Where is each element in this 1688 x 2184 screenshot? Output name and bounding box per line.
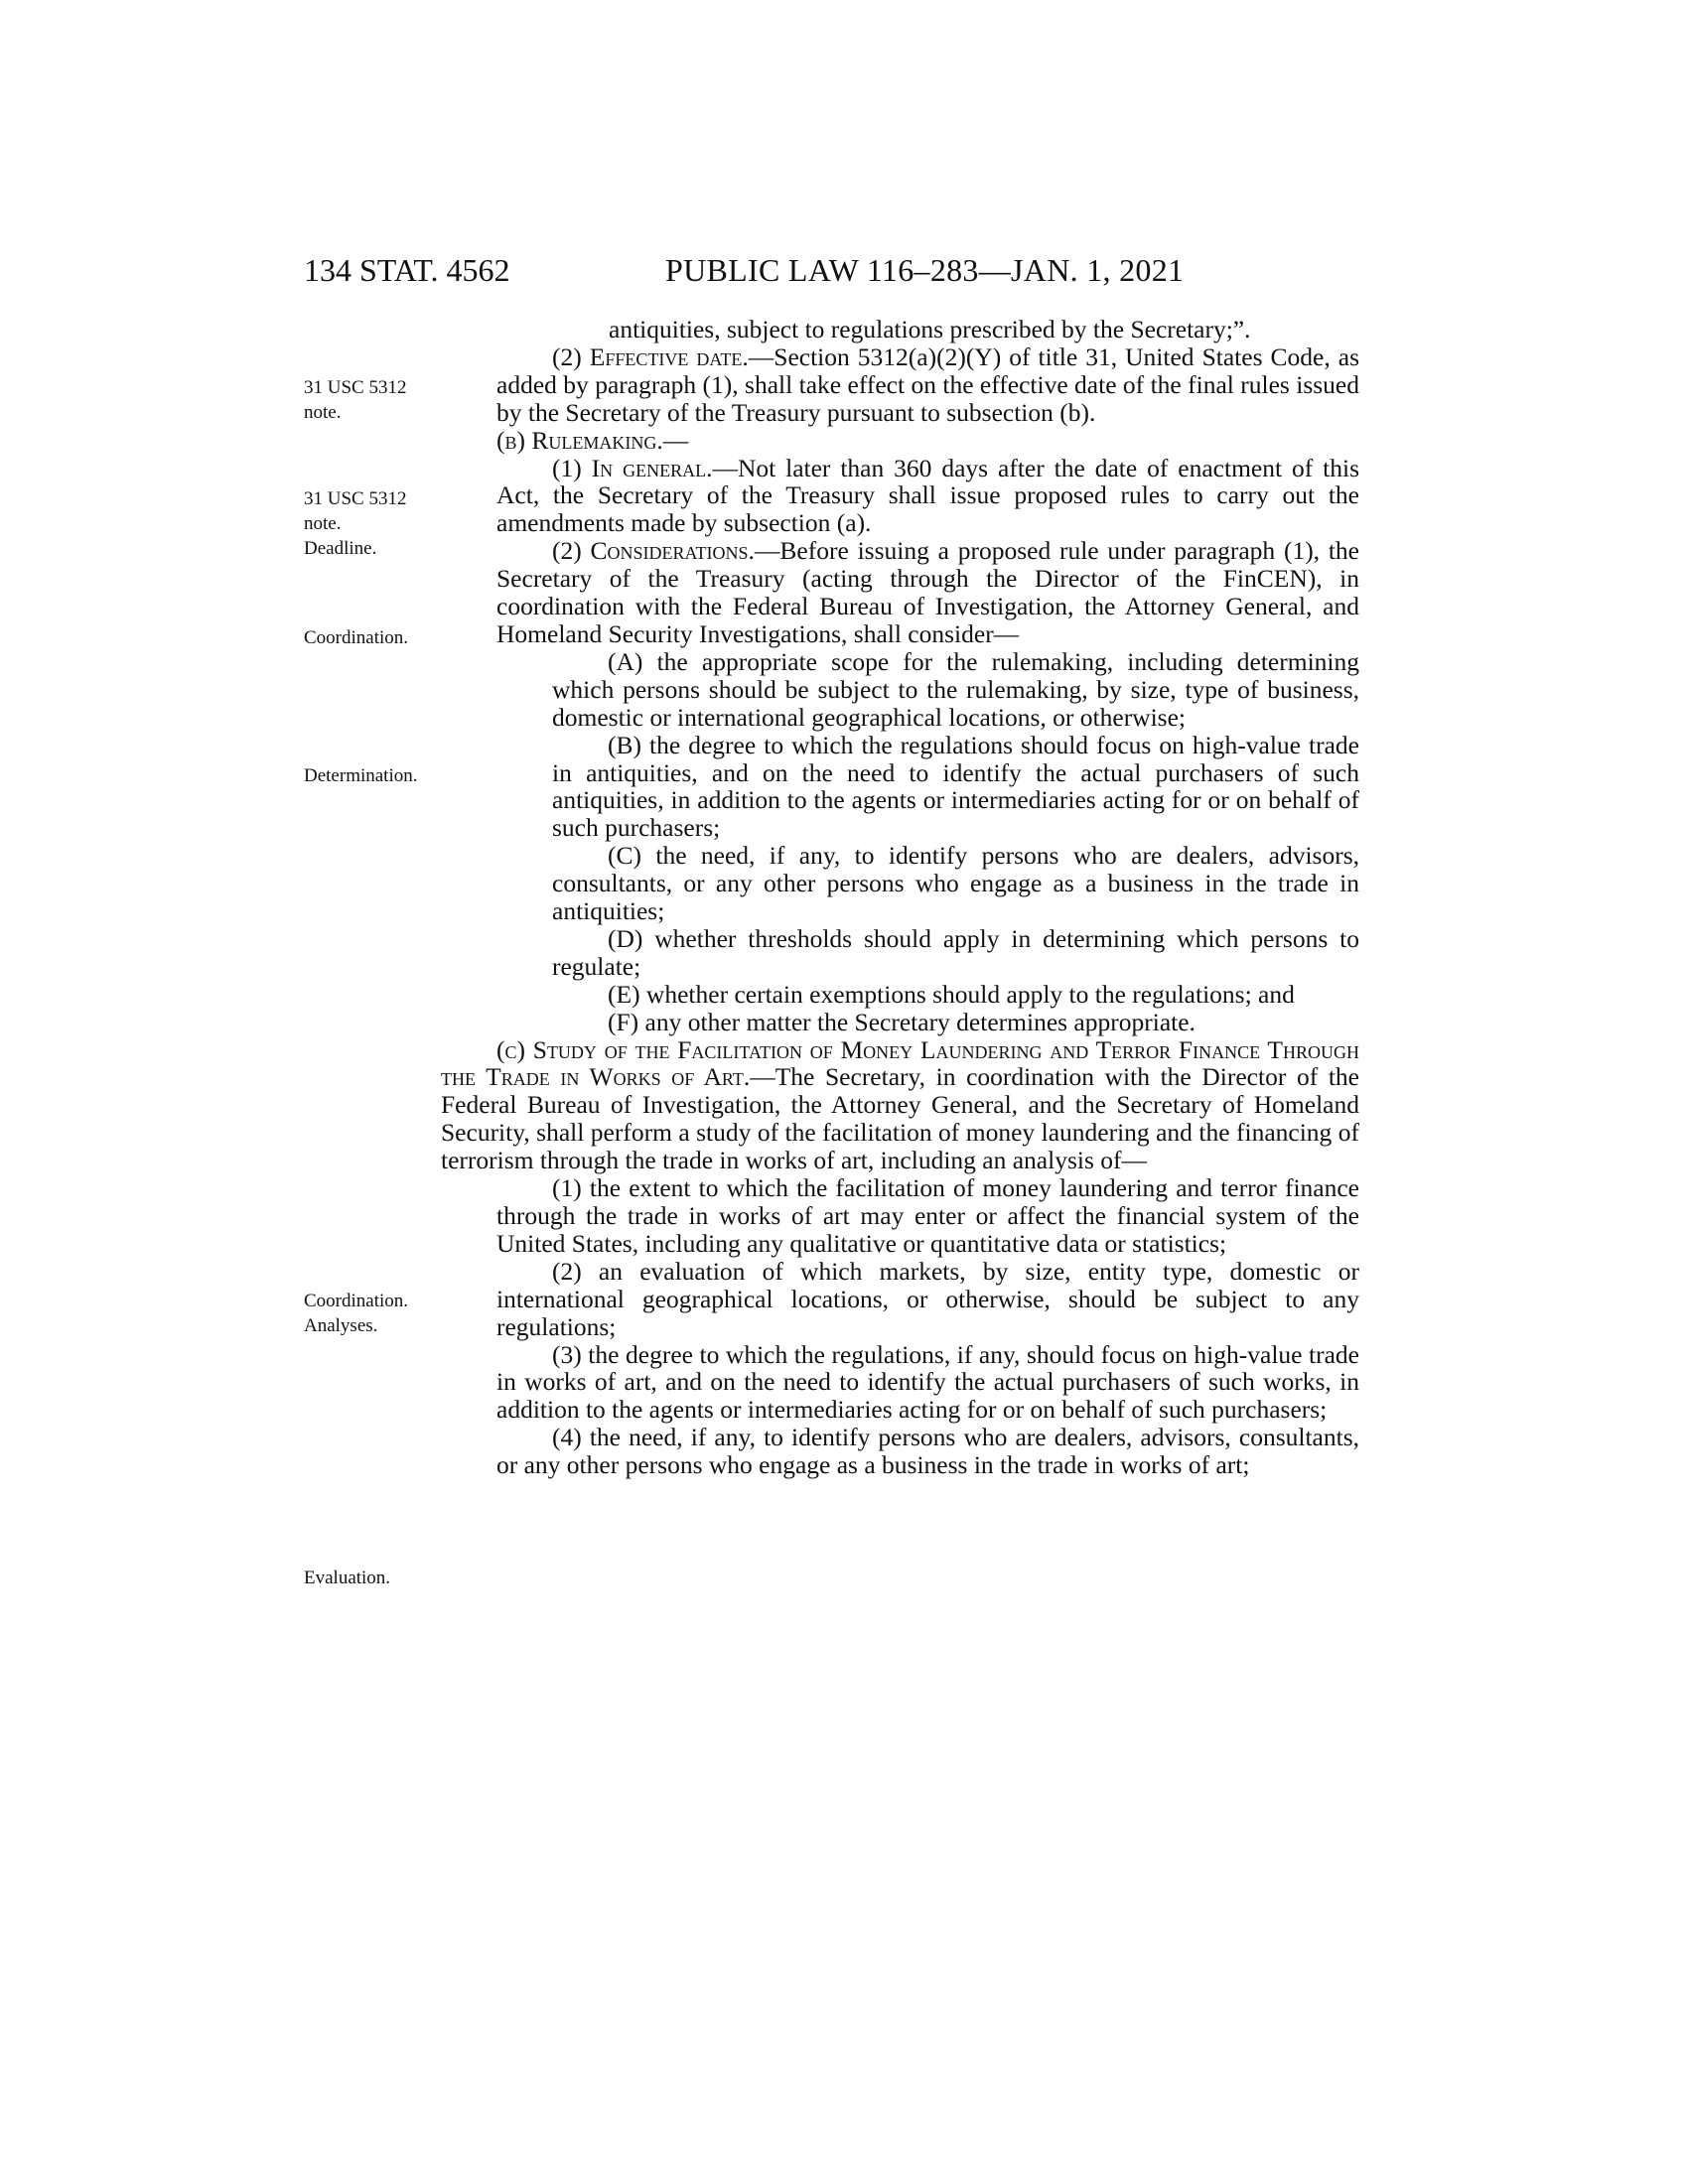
- margin-note-line: Coordination.: [304, 1291, 409, 1311]
- margin-note-line: Coordination.: [304, 627, 409, 648]
- paragraph-heading: (b) Rulemaking.—: [496, 425, 689, 455]
- margin-note-line: note.: [304, 513, 342, 534]
- margin-note-line: 31 USC 5312: [304, 488, 407, 509]
- paragraph-c4: (4) the need, if any, to identify persons who are dealers, advisors, consultants, or any other persons who engage as a business in the trade in works of art;: [496, 1423, 1359, 1480]
- clause-f: (F) any other matter the Secretary determines appropriate.: [608, 1007, 1196, 1036]
- page-header: [304, 250, 1359, 290]
- margin-note-coordination-analyses: [304, 1289, 473, 1338]
- clause-d: (D) whether thresholds should apply in determining which persons to regulate;: [552, 923, 1359, 981]
- margin-note-usc-deadline: [304, 486, 473, 561]
- paragraph-heading: (2) Considerations.: [552, 536, 755, 566]
- paragraph-c1: (1) the extent to which the facilitation of money laundering and terror finance through the trade in works of art may enter or affect the financial system of the United States, including any qualitative or quantitative data or statistics;: [496, 1173, 1359, 1258]
- margin-note-line: Deadline.: [304, 538, 377, 559]
- paragraph-a2: [441, 343, 1359, 427]
- paragraph-text: —Not later than 360 days after the date of enactment of this Act, the Secretary of the Treasury shall issue proposed rules to carry out the amendments made by subsection (a).: [496, 453, 1360, 538]
- law-title: PUBLIC LAW 116–283—JAN. 1, 2021: [665, 252, 1185, 288]
- statute-page-number: 134 STAT. 4562: [304, 252, 510, 288]
- margin-note-coordination: [304, 625, 473, 650]
- margin-note-line: Evaluation.: [304, 1568, 391, 1588]
- paragraph-continuation: antiquities, subject to regulations prescribed by the Secretary;”.: [609, 315, 1251, 343]
- paragraph-text: —Section 5312(a)(2)(Y) of title 31, United States Code, as added by paragraph (1), shall take effect on the effective date of the final rules issued by the Secretary of the Treasury pursuant to subsection (b).: [496, 341, 1360, 427]
- paragraph-heading: (c) Study of the Facilitation of Money Laundering and Terror Finance Through the Trade in Works of Art.: [441, 1034, 1359, 1092]
- clause-e: (E) whether certain exemptions should apply to the regulations; and: [608, 979, 1295, 1009]
- paragraph-c3: (3) the degree to which the regulations, if any, should focus on high-value trade in works of art, and on the need to identify the actual purchasers of such works, in addition to the agents or intermediaries acting for or on behalf of such purchasers;: [496, 1339, 1359, 1425]
- paragraph-c2: (2) an evaluation of which markets, by size, entity type, domestic or international geographical locations, or otherwise, should be subject to any regulations;: [496, 1256, 1359, 1341]
- paragraph-text: —The Secretary, in coordination with the Director of the Federal Bureau of Investigation, the Attorney General, and the Secretary of Homeland Security, shall perform a study of the facilitation of money laundering and the financing of terrorism through the trade in works of art, including an analysis of—: [441, 1062, 1359, 1175]
- paragraph-heading: (2) Effective date.: [552, 341, 749, 371]
- subsection-b-heading: [496, 427, 1359, 455]
- margin-note-evaluation: [304, 1566, 473, 1590]
- margin-note-line: 31 USC 5312: [304, 377, 407, 398]
- margin-note-line: Analyses.: [304, 1315, 378, 1336]
- statute-body: [441, 315, 1360, 1480]
- margin-note-line: Determination.: [304, 765, 418, 786]
- margin-note-determination: [304, 763, 473, 788]
- subsection-c: [441, 1036, 1359, 1175]
- clause-b: (B) the degree to which the regulations should focus on high-value trade in antiquities, and on the need to identify the actual purchasers of such antiquities, in addition to the agents or intermediaries acting for or on behalf of such purchasers;: [552, 730, 1359, 843]
- paragraph-b1: [496, 455, 1359, 538]
- paragraph-text: —Before issuing a proposed rule under paragraph (1), the Secretary of the Treasury (acting through the Director of the FinCEN), in coordination with the Federal Bureau of Investigation, the Attorney General, and Homeland Security Investigations, shall consider—: [496, 536, 1359, 648]
- paragraph-b2: [496, 537, 1359, 648]
- clause-c: (C) the need, if any, to identify persons who are dealers, advisors, consultants, or any other persons who engage as a business in the trade in antiquities;: [552, 841, 1359, 926]
- margin-note-line: note.: [304, 402, 342, 423]
- paragraph-heading: (1) In general.: [552, 453, 713, 482]
- clause-a: (A) the appropriate scope for the rulemaking, including determining which persons should be subject to the rulemaking, by size, type of business, domestic or international geographical locations, or otherwise;: [552, 646, 1359, 732]
